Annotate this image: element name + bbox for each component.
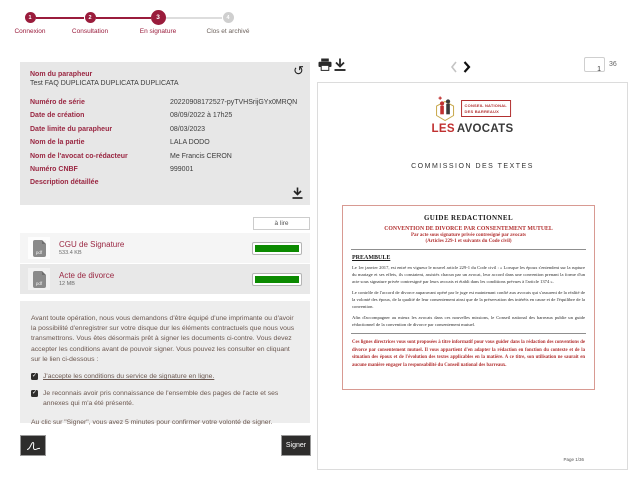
step-number: 1	[28, 14, 32, 21]
signer-button[interactable]: Signer	[281, 435, 311, 456]
read-progress-fill	[255, 276, 299, 283]
step-circle-connexion[interactable]	[25, 12, 36, 23]
doc-title-sub3: (Articles 229-1 et suivants du Code civil)	[425, 239, 512, 244]
file-row-acte[interactable]	[20, 264, 310, 294]
file-icon-box	[28, 237, 50, 259]
metadata-row	[30, 176, 300, 189]
file-icon-box	[28, 268, 50, 290]
cnb-logo-icon	[432, 95, 459, 122]
file-row-cgu[interactable]	[20, 233, 310, 263]
next-page-button[interactable]	[462, 60, 471, 78]
read-progress-fill	[255, 245, 299, 252]
metadata-label: Description détaillée	[30, 179, 99, 187]
sign-timing-note: Au clic sur "Signer", vous avez 5 minutes pour confirmer votre volonté de signer.	[31, 418, 273, 426]
refresh-icon[interactable]: ↺	[293, 63, 304, 78]
les-avocats-wordmark	[432, 123, 514, 135]
step-number: 4	[226, 14, 230, 21]
metadata-label: Numéro CNBF	[30, 166, 78, 174]
metadata-row	[30, 123, 300, 136]
download-document-button[interactable]	[334, 58, 346, 76]
metadata-label: Nom de l'avocat co-rédacteur	[30, 152, 128, 160]
step-connector	[36, 17, 84, 19]
parapheur-name-value: Test FAQ DUPLICATA DUPLICATA DUPLICATA	[30, 80, 179, 88]
step-connector	[96, 17, 151, 19]
instructions-panel	[20, 301, 310, 426]
cnb-logo-line1: CONSEIL NATIONAL	[464, 103, 507, 109]
page-total: 36	[609, 61, 617, 68]
separator	[351, 333, 586, 334]
step-label-connexion: Connexion	[14, 28, 46, 35]
step-number: 3	[156, 14, 160, 21]
metadata-value: 20220908172527-pyTVHSrijGYx0MRQN	[170, 99, 298, 107]
download-parapheur-button[interactable]	[292, 187, 303, 201]
accept-terms-row	[31, 372, 299, 382]
previous-page-button[interactable]	[450, 60, 458, 78]
disclaimer-paragraph: Ces lignes directrices vous sont proposées à titre informatif pour vous guider dans la rédaction des conventions de divorce par consentement mutuel. Il vous appartient d'en adapter la rédaction en fonction du contexte et de la situation des époux et de l'évolution des textes applicables en la matière. A ce titre, son utilisation ne saurait en aucune manière engager la responsabilité du Conseil national des barreaux.	[352, 339, 585, 368]
separator	[351, 249, 586, 250]
cnb-logo-text-box	[461, 100, 511, 116]
file-size: 533.4 KB	[59, 250, 82, 257]
parapheur-name-label: Nom du parapheur	[30, 71, 93, 78]
preambule-paragraph: Le contrôle de l'accord de divorce auparavant opéré par le juge est maintenant confié aux avocats qui s'assurent de la réalité de la volonté des époux, de la qualité de leur consentement ainsi que de la préservation des intérêts en cause et de l'équilibre de la convention.	[352, 289, 585, 310]
instructions-intro: Avant toute opération, nous vous demandons d'être équipé d'une imprimante ou d'avoir la possibilité d'enregistrer sur votre disque dur les éléments contractuels que nous vous transmettrons. Vous êtes désormais prêt à signer les documents ci-contre. Vous devez accepter les conditions avant de pouvoir signer. Vous pouvez les consulter en cliquant sur le lien ci-dessous :	[31, 315, 295, 363]
page-number-box	[584, 57, 605, 72]
step-label-clos-archive: Clos et archivé	[206, 28, 250, 35]
metadata-label: Numéro de série	[30, 99, 85, 107]
doc-title-main: GUIDE REDACTIONNEL	[423, 214, 514, 222]
cnb-logo	[432, 95, 514, 135]
file-text	[59, 271, 114, 288]
print-icon	[318, 58, 332, 71]
acknowledge-pages-row	[31, 389, 299, 409]
accept-terms-checkbox[interactable]	[31, 373, 38, 380]
metadata-value: 999001	[170, 166, 194, 174]
step-number: 2	[88, 14, 92, 21]
pdf-file-icon: pdf	[33, 271, 46, 288]
step-label-en-signature: En signature	[139, 28, 177, 35]
chevron-left-icon	[450, 61, 458, 73]
read-progress-bar	[252, 242, 302, 255]
a-lire-chip[interactable]: à lire	[253, 217, 310, 230]
file-name[interactable]: CGU de Signature	[59, 239, 125, 249]
commission-heading: COMMISSION DES TEXTES	[411, 163, 534, 170]
file-text	[59, 240, 124, 257]
step-circle-en-signature[interactable]	[151, 10, 166, 25]
preambule-heading: PREAMBULE	[352, 255, 391, 261]
step-label-consultation: Consultation	[71, 28, 109, 35]
chevron-right-icon	[462, 61, 471, 73]
parapheur-metadata-panel	[20, 62, 310, 205]
metadata-row	[30, 96, 300, 109]
step-circle-clos-archive[interactable]	[223, 12, 234, 23]
doc-title-sub1: CONVENTION DE DIVORCE PAR CONSENTEMENT MUTUEL	[384, 225, 553, 232]
metadata-row	[30, 109, 300, 122]
download-icon	[334, 58, 346, 71]
step-connector	[166, 17, 222, 19]
logo-avocats: AVOCATS	[456, 123, 514, 135]
page-footer: Page 1/36	[563, 457, 584, 462]
signature-pad-button[interactable]	[20, 435, 46, 456]
metadata-value: 08/09/2022 à 17h25	[170, 112, 233, 120]
acknowledge-pages-label: Je reconnais avoir pris connaissance de l'ensemble des pages de l'acte et ses annexes qui m'a été présenté.	[43, 390, 279, 408]
metadata-label: Date limite du parapheur	[30, 125, 113, 133]
guide-redbox	[342, 205, 595, 390]
read-progress-bar	[252, 273, 302, 286]
metadata-label: Nom de la partie	[30, 139, 85, 147]
signature-icon	[26, 441, 41, 451]
acknowledge-pages-checkbox[interactable]	[31, 390, 38, 397]
doc-title-sub2: Par acte sous signature privée contresigné par avocats	[410, 233, 527, 238]
page-number-input[interactable]	[585, 63, 604, 76]
file-name[interactable]: Acte de divorce	[59, 270, 115, 280]
metadata-label: Date de création	[30, 112, 85, 120]
metadata-value: Me Francis CERON	[170, 152, 232, 160]
cnb-logo-line2: DES BARREAUX	[464, 108, 499, 114]
file-size: 12 MB	[59, 281, 75, 288]
metadata-value: LALA DODO	[170, 139, 210, 147]
preambule-paragraph: Le 1er janvier 2017, est entré en vigueur le nouvel article 229-1 du Code civil : « Lorsque les époux s'entendent sur la rupture du mariage et ses effets, ils constatent, assistés chacun par un avocat, leur accord dans une convention prenant la forme d'un acte sous signature privée contresigné par leurs avocats et établi dans les conditions prévues à l'article 1374 ».	[352, 265, 585, 285]
metadata-row	[30, 163, 300, 176]
step-circle-consultation[interactable]	[85, 12, 96, 23]
pdf-file-icon: pdf	[33, 240, 46, 257]
terms-link[interactable]: J'accepte les conditions du service de signature en ligne.	[43, 372, 215, 380]
metadata-row	[30, 136, 300, 149]
print-button[interactable]	[318, 58, 332, 76]
metadata-row	[30, 149, 300, 162]
metadata-value: 08/03/2023	[170, 125, 206, 133]
preambule-paragraph: Afin d'accompagner au mieux les avocats dans ces nouvelles missions, le Conseil national des barreaux publie un guide rédactionnel de la convention de divorce par consentement mutuel.	[352, 314, 585, 327]
logo-les: LES	[431, 123, 455, 135]
download-icon	[292, 187, 303, 199]
pdf-page-preview[interactable]	[317, 82, 628, 470]
